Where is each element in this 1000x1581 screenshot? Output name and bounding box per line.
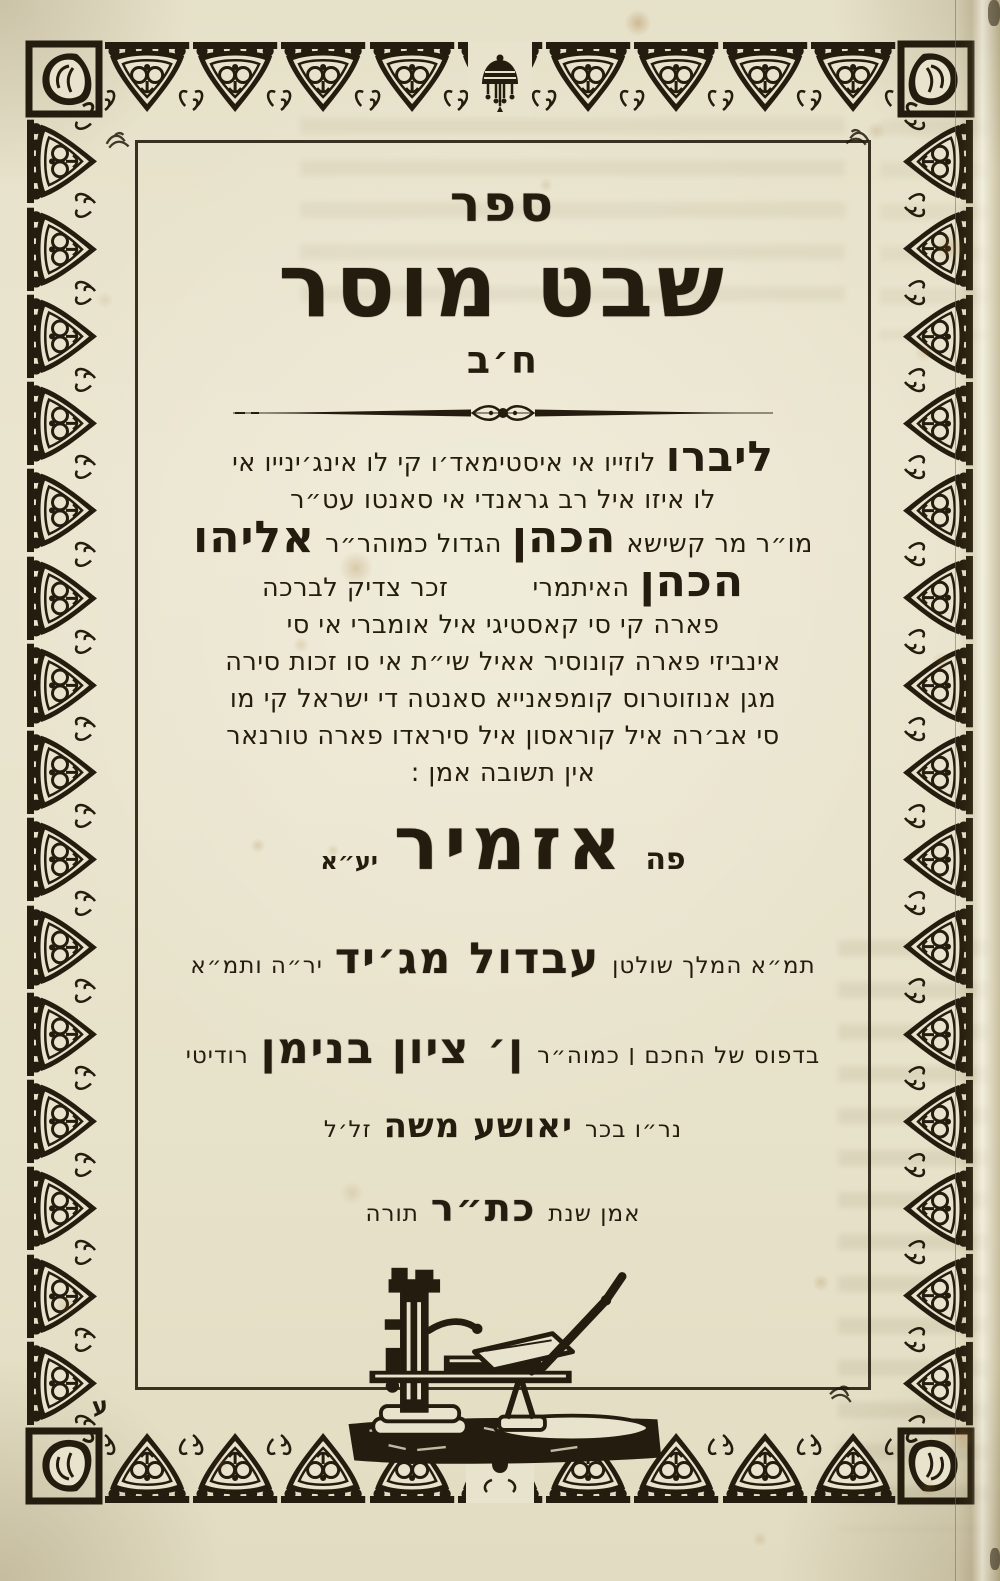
sultan-name: עבדול מג׳יד bbox=[334, 934, 601, 985]
scan-blemish bbox=[990, 1548, 1000, 1570]
author-honorific: הכהן bbox=[511, 512, 617, 564]
preface-line: מו״ר מר קשישאהכהןהגדול כמוהר״ראליהו bbox=[193, 512, 813, 564]
border-motif-unit bbox=[25, 1078, 103, 1165]
signature-letter: ע bbox=[90, 1391, 110, 1421]
border-motif-unit bbox=[809, 1427, 897, 1505]
border-motif-unit bbox=[25, 467, 103, 554]
dome-tassel-finial-icon bbox=[476, 48, 524, 120]
border-corner-block bbox=[25, 40, 103, 118]
author-surname: הכהן bbox=[639, 556, 745, 608]
preface-line: ליברולוזייו אי איסטימאד׳ו קי לו אינג׳ינייו אי bbox=[232, 432, 774, 482]
city-name: אזמיר bbox=[393, 801, 628, 888]
preface-line: אין תשובה אמן : bbox=[410, 758, 596, 789]
border-motif-unit bbox=[25, 729, 103, 816]
border-motif-unit bbox=[25, 293, 103, 380]
border-motif-unit bbox=[368, 40, 456, 118]
border-motif-unit bbox=[25, 554, 103, 641]
border-motif-unit bbox=[279, 40, 367, 118]
preface-paragraph bbox=[138, 432, 868, 792]
ruler-line: תמ״א המלך שולטןעבדול מג׳ידיר״ה ותמ״א bbox=[190, 934, 816, 985]
border-motif-unit bbox=[25, 991, 103, 1078]
preface-line: הכהןהאיתמריזכר צדיק לברכה bbox=[261, 556, 745, 608]
printer-line: בדפוס של החכם ׀ כמוה״רן׳ ציון בנימןרודיטי bbox=[185, 1024, 821, 1075]
border-motif-unit bbox=[721, 1427, 809, 1505]
place-of-printing-line: פהאזמיריע״א bbox=[320, 801, 686, 888]
printer-name: ן׳ ציון בנימן bbox=[260, 1024, 526, 1075]
border-motif-unit bbox=[25, 380, 103, 467]
border-motif-unit bbox=[809, 40, 897, 118]
foxing-stain bbox=[624, 10, 652, 36]
printer-father-name: יאושע משה bbox=[383, 1106, 574, 1147]
preface-line: לו איזו איל רב גראנדי אי סאנטו עט״ר bbox=[290, 485, 716, 516]
printer-patronymic-line: נר״ו בכריאושע משהזל׳ל bbox=[323, 1106, 683, 1147]
preface-line: סי אב׳רה איל קוראסון איל סיראדו פארה טורנאר bbox=[226, 721, 780, 752]
border-motif-unit bbox=[103, 40, 191, 118]
preface-line: מגן אנוזוטרוס קומפאנייא סאנטה די ישראל קי מו bbox=[229, 684, 777, 715]
preface-line: פארה קי סי קאסטיגי איל אומברי אי סי bbox=[286, 610, 720, 641]
border-motif-unit bbox=[191, 1427, 279, 1505]
border-motif-unit bbox=[25, 642, 103, 729]
preface-line: אינביזי פארה קונוסיר אאיל שי״ת אי סו זכות סירה bbox=[225, 647, 781, 678]
author-first-name: אליהו bbox=[193, 512, 316, 564]
opening-word: ליברו bbox=[665, 432, 774, 482]
part-number: ח׳ב bbox=[466, 338, 540, 383]
border-motif-unit bbox=[25, 903, 103, 990]
border-motif-unit bbox=[25, 1340, 103, 1427]
series-word: ספר bbox=[450, 175, 556, 233]
border-motif-unit bbox=[721, 40, 809, 118]
border-motif-unit bbox=[25, 118, 103, 205]
year-chronogram-line: אמן שנתכת״רתורה bbox=[365, 1186, 641, 1231]
border-motif-unit bbox=[25, 1252, 103, 1339]
printing-press-illustration bbox=[313, 1264, 693, 1469]
foxing-stain bbox=[752, 1532, 768, 1547]
page-edge-shadow bbox=[955, 0, 1000, 1581]
border-motif-unit bbox=[25, 816, 103, 903]
divider-rule-icon bbox=[233, 400, 773, 426]
border-motif-unit bbox=[25, 205, 103, 292]
book-title: שבט מוסר bbox=[278, 234, 728, 337]
border-left bbox=[25, 118, 103, 1427]
scan-blemish bbox=[988, 0, 1000, 26]
border-motif-unit bbox=[103, 1427, 191, 1505]
border-motif-unit bbox=[544, 40, 632, 118]
chronogram: כת״ר bbox=[430, 1186, 537, 1231]
inner-rule-frame bbox=[135, 140, 871, 1390]
border-motif-unit bbox=[632, 40, 720, 118]
border-motif-unit bbox=[25, 1165, 103, 1252]
fleuron-icon bbox=[104, 131, 130, 149]
border-motif-unit bbox=[191, 40, 279, 118]
border-corner-block bbox=[25, 1427, 103, 1505]
